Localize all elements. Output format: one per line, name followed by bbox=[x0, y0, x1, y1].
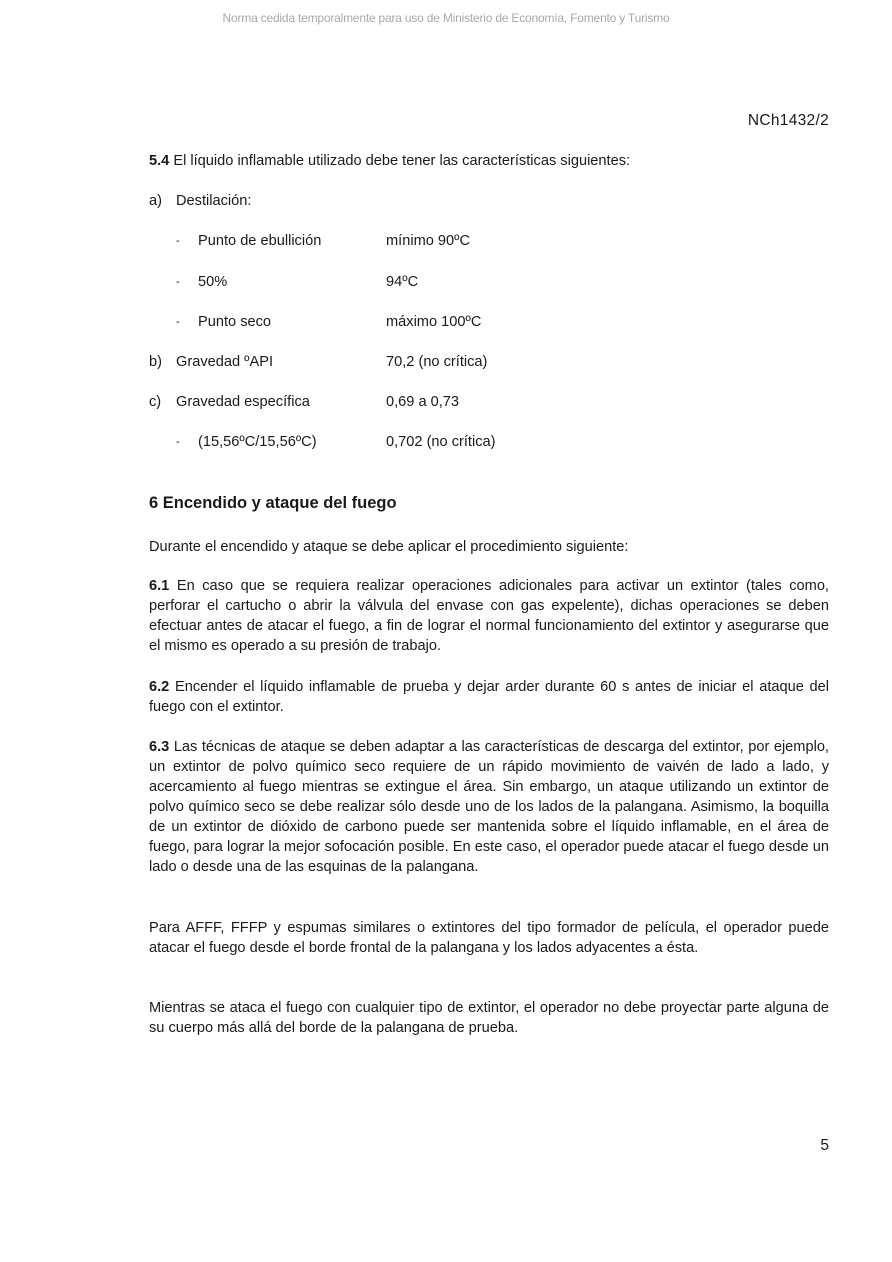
paragraph-afff: Para AFFF, FFFP y espumas similares o extintores del tipo formador de película, el operador puede atacar el fuego desde el borde frontal de la palangana y los lados adyacentes a ésta. bbox=[149, 920, 829, 956]
document-id: NCh1432/2 bbox=[747, 112, 829, 129]
item-b-value: 70,2 (no crítica) bbox=[386, 354, 488, 370]
paragraph-text: Las técnicas de ataque se deben adaptar a las características de descarga del extintor, por ejemplo, un extintor de polvo químico seco requiere de un rápido movimiento de vaivén de lado a lado, y acercamiento al fuego mientras se extingue el área. Sin embargo, un ataque utilizando un extintor de polvo químico seco se debe realizar sólo desde uno de los lados de la palangana. Asimismo, la boquilla de un extintor de dióxido de carbono puede ser mantenida sobre el líquido inflamable, en el área de fuego, para lograr la mejor sofocación posible. En este caso, el operador puede atacar el fuego desde un lado o desde una de las esquinas de la palangana. bbox=[149, 739, 829, 875]
list-item-label: 50% bbox=[198, 274, 228, 290]
item-c-value: 0,69 a 0,73 bbox=[386, 394, 460, 410]
list-item-value: máximo 100ºC bbox=[386, 314, 482, 330]
paragraph-number: 6.3 bbox=[149, 739, 170, 755]
list-dash: - bbox=[176, 316, 180, 328]
section-text: El líquido inflamable utilizado debe tener las características siguientes: bbox=[169, 153, 631, 169]
item-c-label: Gravedad específica bbox=[176, 394, 310, 410]
item-b-label: Gravedad ºAPI bbox=[176, 354, 273, 370]
section-6-intro: Durante el encendido y ataque se debe aplicar el procedimiento siguiente: bbox=[149, 539, 629, 555]
paragraph-number: 6.1 bbox=[149, 578, 170, 594]
paragraph-number: 6.2 bbox=[149, 679, 170, 695]
paragraph-6-3 bbox=[149, 737, 829, 877]
paragraph-6-1 bbox=[149, 576, 829, 656]
list-dash: - bbox=[176, 235, 180, 247]
list-item-label: Punto de ebullición bbox=[198, 233, 322, 249]
page-number: 5 bbox=[820, 1137, 829, 1154]
paragraph-text: En caso que se requiera realizar operaciones adicionales para activar un extintor (tales como, perforar el cartucho o abrir la válvula del envase con gas expelente), dichas operaciones se deben efectuar antes de atacar el fuego, a fin de lograr el normal funcionamiento del extintor y asegurarse que el mismo es operado a su presión de trabajo. bbox=[149, 578, 829, 654]
section-6-heading: 6 Encendido y ataque del fuego bbox=[149, 494, 397, 512]
paragraph-6-2 bbox=[149, 677, 829, 717]
section-number: 5.4 bbox=[149, 153, 170, 169]
list-item-value: 0,702 (no crítica) bbox=[386, 434, 496, 450]
list-dash: - bbox=[176, 436, 180, 448]
item-c-marker: c) bbox=[149, 394, 162, 410]
paragraph-text: Encender el líquido inflamable de prueba y dejar arder durante 60 s antes de iniciar el ataque del fuego con el extintor. bbox=[149, 679, 829, 715]
list-item-value: 94ºC bbox=[386, 274, 419, 290]
item-b-marker: b) bbox=[149, 354, 162, 370]
section-5-4 bbox=[149, 151, 630, 171]
list-dash: - bbox=[176, 276, 180, 288]
list-item-label: Punto seco bbox=[198, 314, 272, 330]
list-item-label: (15,56ºC/15,56ºC) bbox=[198, 434, 317, 450]
paragraph-mientras: Mientras se ataca el fuego con cualquier tipo de extintor, el operador no debe proyectar parte alguna de su cuerpo más allá del borde de la palangana de prueba. bbox=[149, 1000, 829, 1036]
item-a-marker: a) bbox=[149, 193, 162, 209]
watermark: Norma cedida temporalmente para uso de Ministerio de Economía, Fomento y Turismo bbox=[222, 11, 670, 25]
item-a-label: Destilación: bbox=[176, 193, 252, 209]
list-item-value: mínimo 90ºC bbox=[386, 233, 470, 249]
